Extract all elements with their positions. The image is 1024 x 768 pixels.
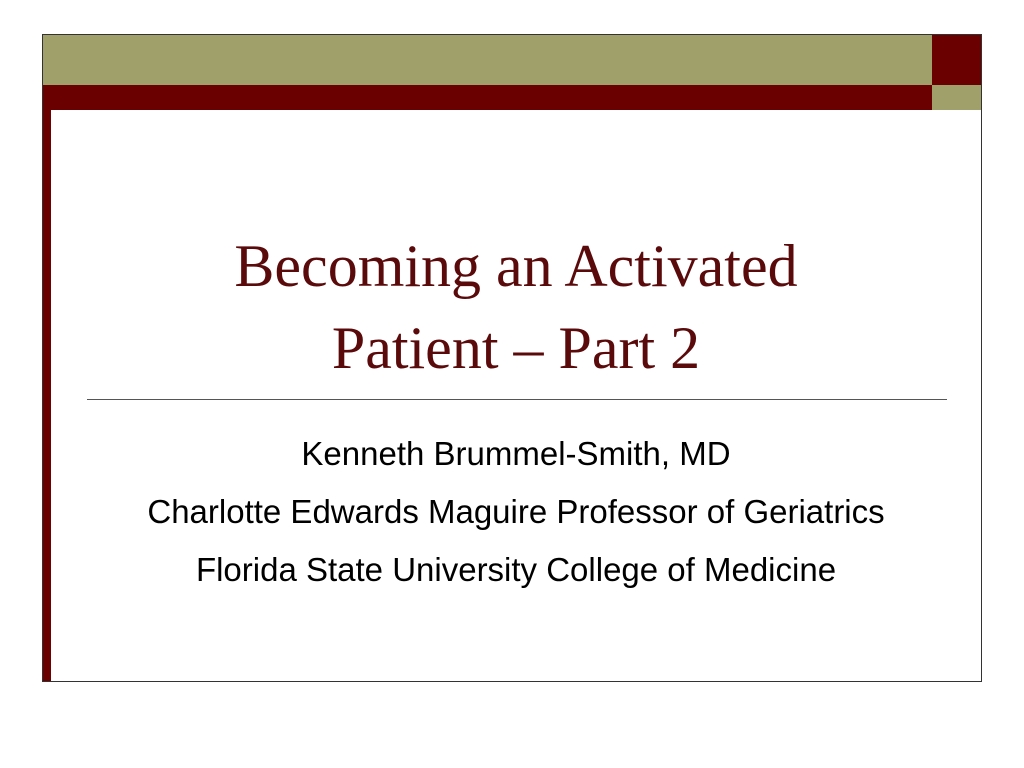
author-position: Charlotte Edwards Maguire Professor of Geriatrics xyxy=(147,493,885,530)
olive-header-band xyxy=(43,35,932,85)
maroon-corner-square xyxy=(932,35,981,85)
maroon-side-bar xyxy=(43,110,51,681)
maroon-header-band xyxy=(43,85,932,110)
title-divider xyxy=(87,399,947,400)
author-name: Kenneth Brummel-Smith, MD xyxy=(301,435,731,472)
author-institution: Florida State University College of Medicine xyxy=(195,551,837,588)
title-line-1: Becoming an Activated xyxy=(234,233,798,299)
slide-title xyxy=(91,225,941,389)
slide-subtitle xyxy=(51,425,981,599)
slide-frame xyxy=(42,34,982,682)
title-line-2: Patient – Part 2 xyxy=(331,315,701,381)
olive-corner-square xyxy=(932,85,981,110)
